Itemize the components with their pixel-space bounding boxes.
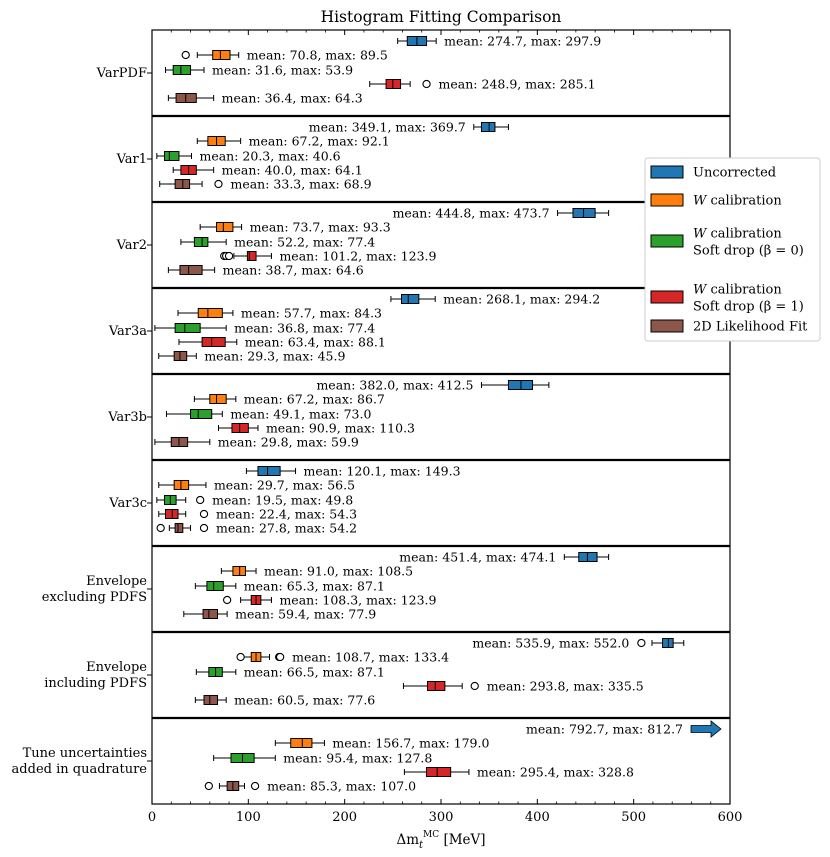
- box-item: [399, 550, 608, 565]
- box: [175, 524, 183, 533]
- flier-point: [182, 51, 189, 58]
- x-tick-label: 400: [524, 810, 550, 825]
- box-item: [224, 593, 437, 608]
- box-annotation: mean: 63.4, max: 88.1: [244, 334, 386, 350]
- box-item: [370, 77, 596, 92]
- box-annotation: mean: 67.2, max: 86.7: [243, 391, 385, 407]
- box-item: [195, 693, 375, 708]
- x-axis-label-unit: [MeV]: [439, 832, 486, 848]
- box-annotation: mean: 36.8, max: 77.4: [234, 320, 376, 336]
- box-item: [221, 564, 413, 579]
- box-item: [178, 306, 382, 321]
- box-annotation: mean: 91.0, max: 108.5: [264, 563, 414, 579]
- box: [258, 467, 280, 476]
- box-item: [398, 34, 602, 49]
- group-label: [12, 746, 148, 777]
- flier-point: [277, 653, 284, 660]
- box-item: [309, 120, 509, 135]
- group-label: [116, 238, 147, 253]
- x-tick-label: 200: [332, 810, 358, 825]
- flier-point: [638, 639, 645, 646]
- box-annotation: mean: 95.4, max: 127.8: [283, 750, 433, 766]
- box-item: [316, 378, 548, 393]
- flier-point: [215, 180, 222, 187]
- group-label: [44, 660, 147, 691]
- box-annotation: mean: 67.2, max: 92.1: [248, 133, 390, 149]
- box-annotation: mean: 90.9, max: 110.3: [265, 420, 416, 436]
- offscale-arrow: [691, 721, 721, 737]
- box-item: [173, 163, 363, 178]
- flier-point: [200, 510, 207, 517]
- box: [291, 739, 312, 748]
- legend-label: [693, 320, 808, 335]
- group-2: [116, 206, 609, 278]
- box-item: [214, 751, 433, 766]
- legend-label-line: W calibration: [693, 282, 782, 298]
- box-item: [275, 736, 489, 751]
- box-annotation: mean: 274.7, max: 297.9: [444, 33, 602, 49]
- box-annotation: mean: 444.8, max: 473.7: [392, 205, 550, 221]
- group-label-line: Var3b: [108, 410, 147, 425]
- box-item: [182, 48, 388, 63]
- legend-label-line: W calibration: [693, 193, 782, 209]
- group-4: [107, 378, 549, 450]
- box-annotation: mean: 49.1, max: 73.0: [230, 406, 372, 422]
- x-tick-label: 0: [147, 810, 157, 825]
- box: [191, 410, 212, 419]
- box-item: [159, 507, 357, 522]
- box-annotation: mean: 792.7, max: 812.7: [526, 721, 683, 737]
- box-item: [221, 249, 437, 264]
- box-item: [181, 235, 375, 250]
- group-label-line: added in quadrature: [11, 762, 147, 777]
- legend-swatch: [651, 291, 683, 303]
- box-annotation: mean: 29.8, max: 59.9: [217, 434, 359, 450]
- flier-point: [423, 80, 430, 87]
- box-annotation: mean: 293.8, max: 335.5: [486, 678, 644, 694]
- group-label-line: VarPDF: [96, 66, 147, 81]
- flier-point: [197, 496, 204, 503]
- box: [173, 66, 190, 75]
- box: [428, 682, 445, 691]
- box-annotation: mean: 349.1, max: 369.7: [308, 119, 466, 135]
- group-label-line: Var2: [116, 238, 147, 253]
- flier-point: [157, 524, 164, 531]
- box-item: [155, 321, 375, 336]
- x-tick-label: 600: [717, 810, 743, 825]
- box-item: [218, 421, 415, 436]
- box-item: [237, 650, 449, 665]
- group-5: [108, 464, 460, 536]
- group-0: [96, 34, 602, 106]
- legend-label-italic: W: [693, 282, 707, 298]
- group-label: [108, 324, 147, 339]
- legend-label-italic: W: [693, 193, 707, 209]
- box-annotation: mean: 73.7, max: 93.3: [249, 219, 391, 235]
- box-item: [472, 636, 683, 651]
- box-item: [168, 91, 362, 106]
- box-item: [157, 149, 341, 164]
- box-item: [179, 335, 386, 350]
- box-annotation: mean: 535.9, max: 552.0: [472, 635, 630, 651]
- group-label: [96, 66, 147, 81]
- legend: [645, 158, 820, 341]
- group-label-line: Envelope: [86, 660, 147, 675]
- box-item: [197, 134, 389, 149]
- box-item: [404, 765, 634, 780]
- box-annotation: mean: 66.5, max: 87.1: [243, 664, 385, 680]
- box-item: [403, 679, 643, 694]
- box-item: [165, 63, 353, 78]
- box: [213, 51, 230, 60]
- box: [175, 324, 200, 333]
- box-annotation: mean: 248.9, max: 285.1: [438, 76, 596, 92]
- legend-label-line: Soft drop (β = 0): [693, 243, 804, 259]
- group-label-line: Var3a: [108, 324, 147, 339]
- box: [427, 768, 451, 777]
- box-item: [157, 521, 357, 536]
- legend-swatch: [651, 235, 683, 247]
- group-label-line: Envelope: [86, 574, 147, 589]
- box-annotation: mean: 31.6, max: 53.9: [212, 62, 354, 78]
- box: [165, 152, 179, 161]
- flier-point: [224, 596, 231, 603]
- box-annotation: mean: 60.5, max: 77.6: [234, 692, 376, 708]
- box-item: [160, 177, 372, 192]
- legend-swatch: [651, 320, 683, 332]
- legend-label-line: Soft drop (β = 1): [693, 299, 804, 315]
- box-annotation: mean: 70.8, max: 89.5: [246, 47, 388, 63]
- flier-point: [200, 524, 207, 531]
- box-item: [159, 478, 355, 493]
- box: [481, 123, 494, 132]
- box-annotation: mean: 27.8, max: 54.2: [216, 520, 358, 536]
- group-label: [42, 574, 148, 605]
- box-annotation: mean: 65.3, max: 87.1: [243, 578, 385, 594]
- x-tick-label: 500: [621, 810, 647, 825]
- group-label-line: Var1: [116, 152, 147, 167]
- box-item: [200, 220, 391, 235]
- legend-label: [693, 166, 776, 181]
- box: [247, 252, 256, 261]
- legend-swatch: [651, 166, 683, 178]
- box-annotation: mean: 29.3, max: 45.9: [204, 348, 346, 364]
- group-label-line: Tune uncertainties: [22, 746, 147, 761]
- group-label: [108, 496, 147, 511]
- box: [198, 309, 222, 318]
- legend-swatch: [651, 194, 683, 206]
- group-1: [116, 120, 509, 192]
- box-item: [159, 349, 346, 364]
- x-axis-label-base: Δm: [396, 832, 420, 848]
- box-annotation: mean: 295.4, max: 328.8: [476, 764, 634, 780]
- legend-label: [693, 194, 782, 209]
- box: [207, 582, 223, 591]
- box-item: [195, 579, 385, 594]
- box-annotation: mean: 22.4, max: 54.3: [216, 506, 358, 522]
- group-label-line: including PDFS: [44, 676, 147, 691]
- flier-point: [205, 782, 212, 789]
- x-axis-label: [396, 830, 485, 851]
- group-7: [44, 636, 684, 708]
- group-label: [107, 410, 147, 425]
- box-annotation: mean: 85.3, max: 107.0: [267, 778, 417, 794]
- box-annotation: mean: 382.0, max: 412.5: [316, 377, 474, 393]
- box-annotation: mean: 451.4, max: 474.1: [399, 549, 557, 565]
- box-annotation: mean: 59.4, max: 77.9: [235, 606, 377, 622]
- group-6: [42, 550, 609, 622]
- box-annotation: mean: 120.1, max: 149.3: [303, 463, 461, 479]
- legend-label-italic: W: [693, 226, 707, 242]
- legend-label-line: Uncorrected: [693, 165, 777, 181]
- box: [202, 338, 225, 347]
- box-item: [155, 435, 359, 450]
- box-item: [157, 493, 353, 508]
- box-annotation: mean: 36.4, max: 64.3: [221, 90, 363, 106]
- x-axis-label-sup: MC: [423, 830, 440, 840]
- box-item: [205, 779, 416, 794]
- group-label-line: excluding PDFS: [41, 590, 147, 605]
- x-tick-label: 300: [428, 810, 454, 825]
- box: [203, 610, 217, 619]
- group-label: [116, 152, 147, 167]
- box: [402, 295, 419, 304]
- box-annotation: mean: 156.7, max: 179.0: [332, 735, 490, 751]
- box-annotation: mean: 108.3, max: 123.9: [279, 592, 437, 608]
- flier-point: [251, 782, 258, 789]
- box: [217, 223, 233, 232]
- box-annotation: mean: 57.7, max: 84.3: [240, 305, 383, 321]
- legend-label-line: W calibration: [693, 226, 782, 242]
- legend-label-line: 2D Likelihood Fit: [693, 319, 808, 335]
- box: [180, 266, 202, 275]
- box-annotation: mean: 268.1, max: 294.2: [443, 291, 601, 307]
- box: [210, 395, 226, 404]
- box-item: [246, 464, 460, 479]
- x-tick-label: 100: [235, 810, 261, 825]
- box-item: [166, 407, 371, 422]
- box-annotation: mean: 19.5, max: 49.8: [212, 492, 354, 508]
- group-8: [12, 721, 721, 794]
- box: [204, 696, 217, 705]
- box-annotation: mean: 101.2, max: 123.9: [279, 248, 437, 264]
- flier-point: [471, 682, 478, 689]
- box-annotation: mean: 40.0, max: 64.1: [221, 162, 363, 178]
- box-annotation: mean: 29.7, max: 56.5: [213, 477, 356, 493]
- box-annotation: mean: 33.3, max: 68.9: [230, 176, 372, 192]
- box: [194, 238, 207, 247]
- box-item: [196, 665, 385, 680]
- box-item: [391, 292, 600, 307]
- group-3: [108, 292, 600, 364]
- box-annotation: mean: 20.3, max: 40.6: [199, 148, 341, 164]
- box-annotation: mean: 52.2, max: 77.4: [234, 234, 376, 250]
- box-item: [194, 392, 385, 407]
- box-annotation: mean: 38.7, max: 64.6: [222, 262, 364, 278]
- x-axis-label-sub: t: [419, 840, 424, 851]
- chart-title: Histogram Fitting Comparison: [320, 8, 562, 26]
- group-label-line: Var3c: [109, 496, 147, 511]
- box-item: [184, 607, 376, 622]
- box-item: [393, 206, 609, 221]
- box-annotation: mean: 108.7, max: 133.4: [292, 649, 450, 665]
- flier-point: [225, 252, 232, 259]
- box-item: [526, 721, 721, 737]
- box-item: [168, 263, 363, 278]
- flier-point: [237, 653, 244, 660]
